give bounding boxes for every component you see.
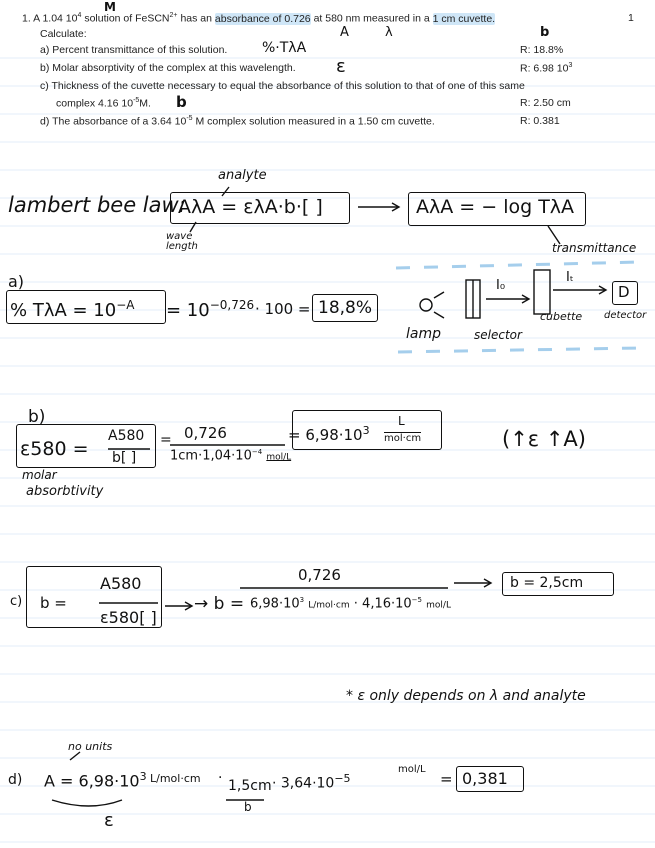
question-b: b) Molar absorptivity of the complex at this wavelength. [40,62,296,74]
annotation-lambda: λ [385,25,393,40]
part-d-result: 0,381 [462,769,508,788]
part-b-den2: $1cm\cdot 1,04\cdot 10^{-4}$ mol/L [170,448,292,464]
part-b-molar: molar [22,468,57,482]
law-formula: AλA = ελA·b·[ ] [178,196,323,218]
annotation-b2: b [176,93,187,111]
part-b-eq: = [160,432,172,448]
diagram-i0: I₀ [496,278,506,293]
part-d-len-label: b [244,800,252,814]
annotation-m: M [104,0,116,14]
part-b-num2: 0,726 [184,424,227,442]
part-d-expr: $A = 6,98\cdot 10^3$ [44,770,147,791]
part-b-absorbtivity: absorbtivity [26,484,104,499]
part-d-conc: · $3,64\cdot 10^{-5}$ [272,772,351,792]
part-d-dot: · [218,770,223,786]
part-d-label: d) [8,772,23,788]
answer-b: R: 6.98 $10^3$ [520,62,573,75]
part-c-num: A580 [100,574,142,593]
question-line-1: 1. A 1.04 $10^4$ solution of FeSCN$^{2+}$ has an absorbance of 0.726 at 580 nm measured in a 1 cm cuvette. [22,12,496,25]
part-c-den2: $6,98\cdot 10^3$ $L/mol\cdot cm \cdot 4,16\cdot 10^{-5}$ mol/L [250,596,451,612]
part-d-unit: L/mol·cm [150,772,201,785]
question-c-line2: complex 4.16 $10^{-5}M$. [56,97,151,110]
question-d: d) The absorbance of a 3.64 $10^{-5}$ M complex solution measured in a 1.50 cm cuvette. [40,115,435,128]
diagram-it: Iₜ [566,270,574,285]
diagram-detector: detector [604,310,647,321]
part-c-lhs: b = [40,594,67,612]
part-b-result: = $6,98\cdot 10^3$ [288,424,370,444]
answer-d: R: 0.381 [520,115,560,127]
part-a-times: · 100 = [255,300,311,318]
answer-a: R: 18.8% [520,44,564,56]
calculate-label: Calculate: [40,28,87,40]
part-a-mid: = $10^{-0,726}$ [166,298,255,321]
part-b-unit-den: mol·cm [384,433,422,444]
part-b-num: A580 [108,428,145,444]
part-d-no-units: no units [68,740,113,753]
question-a: a) Percent transmittance of this solution. [40,44,228,56]
annotation-b: b [540,25,550,40]
part-c-arrow-b: → b = [194,594,245,614]
part-b-eps: ε580 = [20,438,89,460]
part-c-den: ε580[ ] [100,608,157,627]
diagram-selector: selector [474,328,522,342]
diagram-d: D [618,283,630,301]
answer-c: R: 2.50 cm [520,97,571,109]
part-c-num2: 0,726 [298,566,341,584]
law-transmittance: transmittance [552,241,637,255]
part-a-lhs: % $T\lambda A = 10^{-A}$ [10,298,135,321]
part-b-label: b) [28,407,46,427]
question-c: c) Thickness of the cuvette necessary to equal the absorbance of this solution to that of one of this same [40,80,525,92]
law-analyte: analyte [218,168,267,183]
part-b-den: b[ ] [112,450,137,466]
part-b-unit-num: L [398,414,405,428]
annotation-a: A [340,25,349,40]
annotation-epsilon: ε [336,56,346,77]
part-a-label: a) [8,272,25,291]
part-c-label: c) [10,594,23,609]
part-d-eq: = [440,770,453,788]
diagram-lamp: lamp [406,326,441,342]
part-d-len: 1,5cm [228,778,272,794]
page-number: 1 [628,12,634,24]
part-d-eps-label: ε [104,810,114,831]
law-formula2: AλA = − log TλA [416,196,575,218]
part-d-conc-unit: mol/L [398,764,426,775]
part-a-result: 18,8% [318,298,373,318]
annotation-pct-t: %·TλA [262,40,307,56]
epsilon-note: * ε only depends on λ and analyte [346,688,586,704]
law-wavelength: wave length [166,231,198,252]
part-c-result: b = 2,5cm [510,575,584,591]
diagram-cubette: cubette [540,310,583,323]
part-b-note: (↑ε ↑A) [502,427,586,451]
law-title: lambert bee law: [8,193,186,217]
